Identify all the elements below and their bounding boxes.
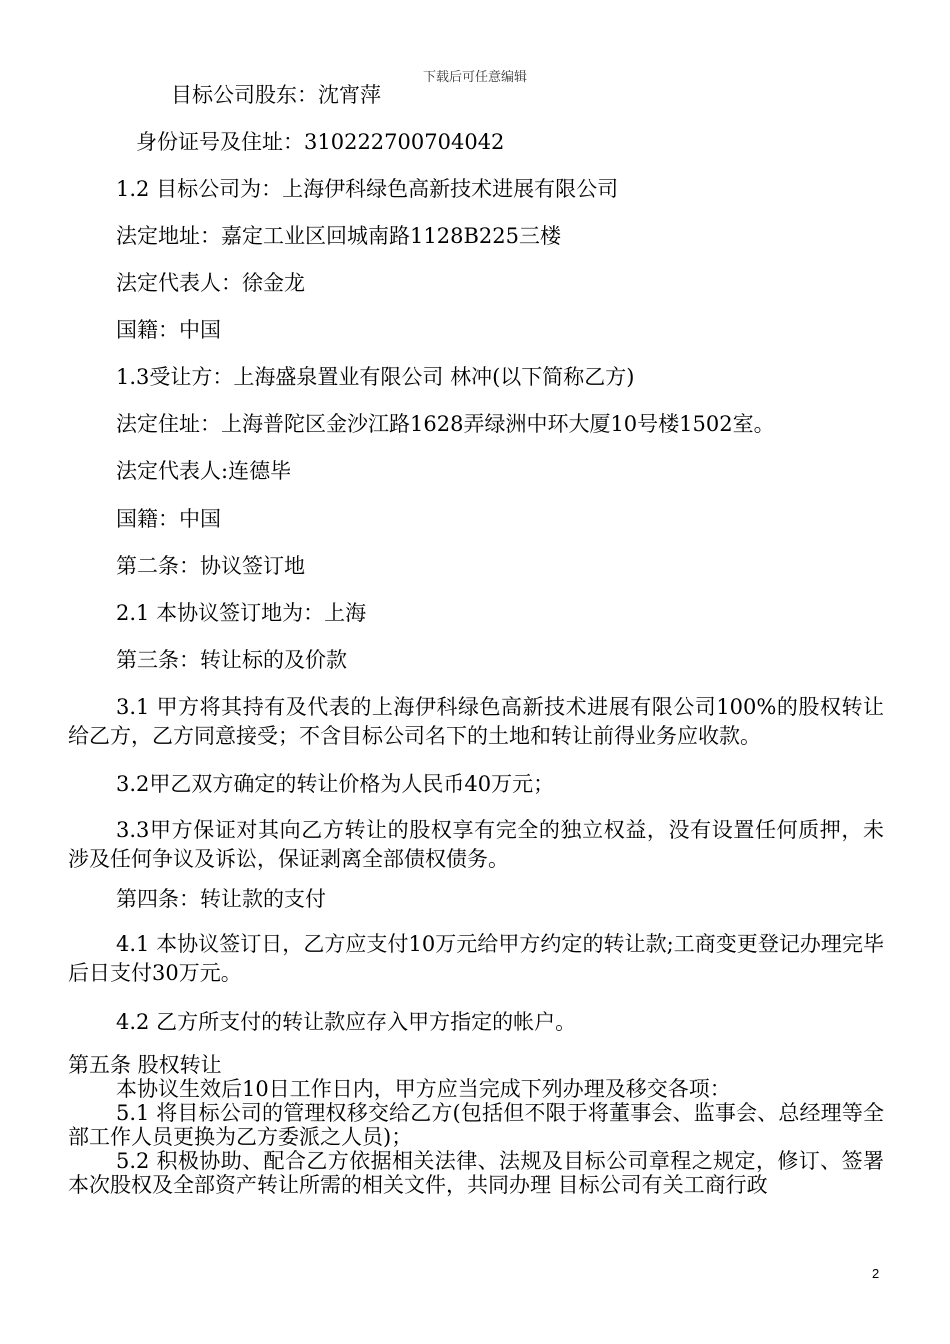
- page-number: 2: [872, 1266, 880, 1281]
- shareholder-line: 目标公司股东：沈宵萍: [171, 83, 381, 107]
- nationality-line-2: 国籍：中国: [116, 507, 221, 531]
- article-4-heading: 第四条：转让款的支付: [116, 887, 326, 911]
- legal-address-line: 法定地址：嘉定工业区回城南路1128B225三楼: [116, 224, 561, 248]
- header-note: 下载后可任意编辑: [422, 70, 527, 85]
- article-3-heading: 第三条：转让标的及价款: [116, 648, 347, 672]
- clause-2-1: 2.1 本协议签订地为：上海: [116, 601, 367, 625]
- clause-4-2: 4.2 乙方所支付的转让款应存入甲方指定的帐户。: [116, 1010, 577, 1034]
- article-5-heading: 第五条 股权转让: [68, 1053, 222, 1077]
- clause-5-intro: 本协议生效后10日工作日内，甲方应当完成下列办理及移交各项：: [116, 1077, 731, 1101]
- clause-3-3: 3.3甲方保证对其向乙方转让的股权享有完全的独立权益，没有设置任何质押，未涉及任何争议及诉讼，保证剥离全部债权债务。: [68, 818, 884, 871]
- transferee-line: 1.3受让方：上海盛泉置业有限公司 林冲(以下简称乙方): [116, 365, 635, 389]
- article-2-heading: 第二条：协议签订地: [116, 554, 305, 578]
- clause-3-1: 3.1 甲方将其持有及代表的上海伊科绿色高新技术进展有限公司100%的股权转让给乙方，乙方同意接受；不含目标公司名下的土地和转让前得业务应收款。: [68, 695, 884, 748]
- nationality-line-1: 国籍：中国: [116, 318, 221, 342]
- legal-residence-line: 法定住址：上海普陀区金沙江路1628弄绿洲中环大厦10号楼1502室。: [116, 412, 775, 436]
- target-company-line: 1.2 目标公司为：上海伊科绿色高新技术进展有限公司: [116, 177, 619, 201]
- clause-3-2: 3.2甲乙双方确定的转让价格为人民币40万元；: [116, 772, 555, 796]
- clause-4-1: 4.1 本协议签订日，乙方应支付10万元给甲方约定的转让款;工商变更登记办理完毕后日支付30万元。: [68, 932, 884, 985]
- clause-5-2: 5.2 积极协助、配合乙方依据相关法律、法规及目标公司章程之规定，修订、签署本次股权及全部资产转让所需的相关文件，共同办理 目标公司有关工商行政: [68, 1149, 884, 1197]
- legal-rep-line-2: 法定代表人:连德毕: [116, 459, 292, 483]
- legal-rep-line-1: 法定代表人：徐金龙: [116, 271, 305, 295]
- id-address-line: 身份证号及住址：310222700704042: [136, 130, 505, 154]
- clause-5-1: 5.1 将目标公司的管理权移交给乙方(包括但不限于将董事会、监事会、总经理等全部工作人员更换为乙方委派之人员)；: [68, 1101, 884, 1149]
